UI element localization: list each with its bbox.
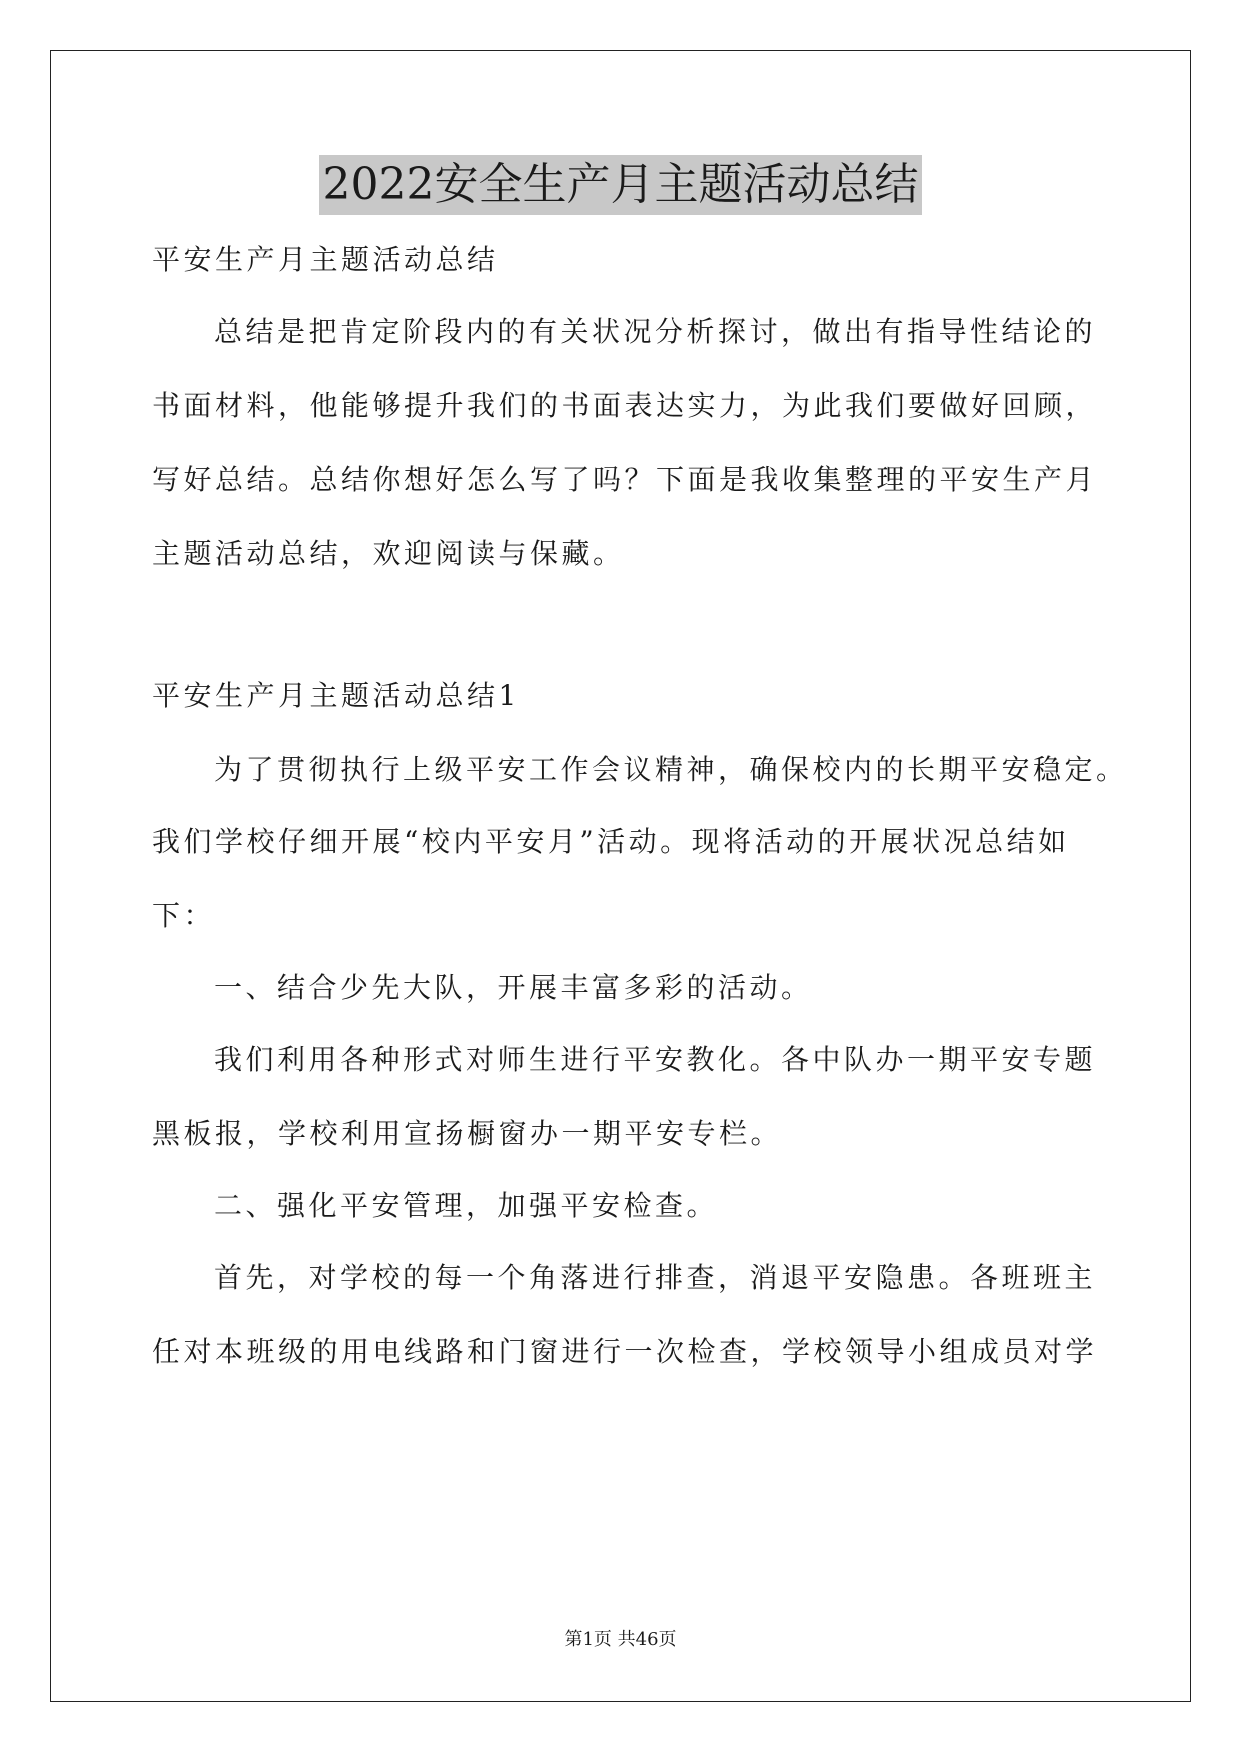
paragraph-line: 首先，对学校的每一个角落进行排查，消退平安隐患。各班班主 <box>214 1261 1097 1294</box>
paragraph-line: 为了贯彻执行上级平安工作会议精神，确保校内的长期平安稳定。 <box>214 753 1128 786</box>
section-heading: 平安生产月主题活动总结1 <box>152 679 520 712</box>
paragraph-line: 写好总结。总结你想好怎么写了吗？下面是我收集整理的平安生产月 <box>152 463 1098 496</box>
paragraph-line: 任对本班级的用电线路和门窗进行一次检查，学校领导小组成员对学 <box>152 1335 1098 1368</box>
page-border <box>50 50 1191 1702</box>
paragraph-line: 书面材料，他能够提升我们的书面表达实力，为此我们要做好回顾， <box>152 389 1098 422</box>
title-container <box>0 155 1241 215</box>
subtitle-line: 平安生产月主题活动总结 <box>152 243 499 276</box>
paragraph-line: 我们利用各种形式对师生进行平安教化。各中队办一期平安专题 <box>214 1043 1097 1076</box>
paragraph-line: 一、结合少先大队，开展丰富多彩的活动。 <box>214 971 813 1004</box>
page-footer: 第1页 共46页 <box>564 1629 677 1650</box>
paragraph-line: 主题活动总结，欢迎阅读与保藏。 <box>152 537 625 570</box>
paragraph-line: 二、强化平安管理，加强平安检查。 <box>214 1189 719 1222</box>
paragraph-line: 总结是把肯定阶段内的有关状况分析探讨，做出有指导性结论的 <box>214 315 1097 348</box>
paragraph-line: 我们学校仔细开展“校内平安月”活动。现将活动的开展状况总结如 <box>152 825 1070 858</box>
document-title: 2022安全生产月主题活动总结 <box>319 155 923 215</box>
paragraph-line: 黑板报，学校利用宣扬橱窗办一期平安专栏。 <box>152 1117 783 1150</box>
paragraph-line: 下： <box>152 899 216 932</box>
